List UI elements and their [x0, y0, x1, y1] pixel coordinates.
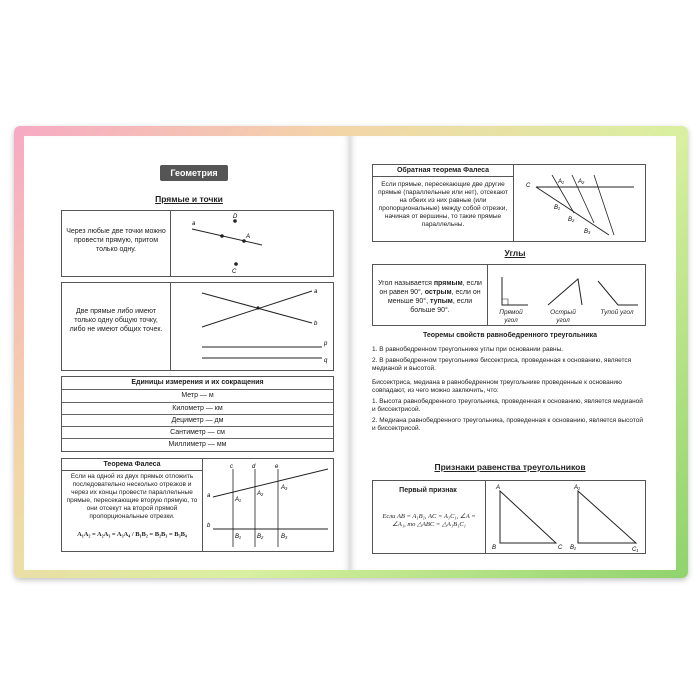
label-c: C: [232, 269, 237, 275]
label-a: a: [207, 493, 211, 499]
thales-formula: A₁A₂ = A₂A₃ = A₃A₄ / B₁B₂ = B₂B₃ = B₃B₄: [77, 531, 187, 538]
label-b1: B₁: [570, 545, 576, 551]
divider: [170, 283, 171, 370]
label-c: C: [558, 545, 563, 551]
label-a1: A₁: [235, 497, 241, 503]
label-a2: A₂: [578, 179, 585, 185]
label-a-point: A: [246, 234, 251, 240]
label-b2: B₂: [568, 217, 575, 223]
label-b: B: [492, 545, 497, 551]
two-lines-diagram: [172, 283, 332, 370]
label-d: d: [252, 464, 256, 470]
first-criterion-box: [372, 480, 646, 554]
label-a1: A₁: [574, 485, 580, 491]
iso-point: 2. Медиана равнобедренного треугольника, проведенная к основанию, является высотой и биссектрисой.: [372, 417, 644, 432]
label-b: b: [207, 523, 211, 529]
label-c: c: [230, 464, 233, 470]
iso-point: 1. В равнобедренном треугольнике углы при основании равны.: [372, 346, 564, 353]
angle-term-acute: острым: [424, 289, 452, 296]
right-page: [350, 136, 676, 570]
angles-text: [375, 279, 485, 315]
obtuse-angle-label: Тупой угол: [600, 309, 634, 316]
units-box: [61, 376, 334, 452]
label-a: a: [192, 221, 196, 227]
first-criterion-title: Первый признак: [399, 487, 457, 494]
units-title: Единицы измерения и их сокращения: [131, 379, 264, 386]
label-b1: B₁: [554, 205, 560, 211]
line-two-points-box: [61, 210, 334, 277]
first-criterion-formula: Если AB = A₁B₁, AC = A₁C₁, ∠A = ∠A₁, то △ABC = △A₁B₁C₁: [382, 513, 476, 528]
unit-row: Сантиметр — см: [62, 426, 333, 439]
angles-title: Углы: [504, 248, 526, 258]
divider: [170, 211, 171, 276]
two-lines-box: [61, 282, 334, 371]
thales-text: Если на одной из двух прямых отложить последовательно несколько отрезков и через их концы провести параллельные прямые, пересекающие вторую прямую, то они отсекут на второй прямой пропорциональные отрезки.: [66, 473, 198, 520]
line-two-points-text: Через любые две точки можно провести прямую, притом только одну.: [66, 228, 166, 253]
label-a1: A₁: [558, 179, 564, 185]
unit-row: Миллиметр — мм: [62, 438, 333, 451]
thales-box: [61, 458, 334, 552]
label-d: D: [233, 214, 238, 220]
converse-thales-diagram: [514, 165, 644, 241]
line-two-points-diagram: [172, 211, 332, 276]
iso-point: 1. Высота равнобедренного треугольника, проведенная к основанию, является медианой и биссектрисой.: [372, 398, 643, 413]
converse-thales-text: Если прямые, пересекающие две другие прямые (параллельные или нет), отсекают на обеих из них равные (или пропорциональные) между собой отрезки, начиная от вершины, то такие прямые параллельны.: [378, 181, 508, 228]
criteria-title: Признаки равенства треугольников: [434, 462, 586, 472]
angles-text-part: Угол называется: [378, 280, 434, 287]
acute-angle-label: Острый угол: [550, 309, 576, 324]
left-page: [24, 136, 350, 570]
converse-thales-box: [372, 164, 646, 242]
angles-text-part: , если больше 90°.: [410, 298, 473, 314]
label-c1: C₁: [632, 547, 639, 553]
unit-row: Километр — км: [62, 402, 333, 415]
label-a: a: [314, 289, 318, 295]
unit-row: Дециметр — дм: [62, 414, 333, 427]
label-b: b: [314, 321, 318, 327]
geometry-header: Геометрия: [160, 165, 228, 181]
angles-text-part: , если он равен 90°,: [379, 280, 482, 296]
converse-thales-title: Обратная теорема Фалеса: [373, 167, 513, 177]
thales-title: Теорема Фалеса: [62, 461, 202, 471]
isosceles-text: [372, 346, 644, 433]
angles-text-part: , если он меньше 90°,: [387, 289, 481, 305]
label-b1: B₁: [235, 534, 241, 540]
label-c: C: [526, 183, 531, 189]
label-b2: B₂: [257, 534, 264, 540]
label-a3: A₃: [281, 485, 288, 491]
angle-term-obtuse: тупым: [429, 298, 453, 305]
iso-point: 2. В равнобедренном треугольнике биссектриса, проведенная к основанию, является медианой и высотой.: [372, 357, 632, 372]
label-a2: A₂: [257, 491, 264, 497]
two-lines-text: Две прямые либо имеют только одну общую точку, либо не имеют общих точек.: [69, 308, 163, 333]
angles-box: [372, 264, 646, 326]
lines-points-title: Прямые и точки: [155, 194, 223, 204]
label-b3: B₃: [584, 229, 591, 235]
label-p: p: [324, 341, 328, 347]
angle-term-right: прямым: [433, 280, 463, 287]
isosceles-title: Теоремы свойств равнобедренного треугольника: [422, 332, 598, 339]
label-b3: B₃: [281, 534, 288, 540]
label-e: e: [275, 464, 279, 470]
iso-point: Биссектриса, медиана в равнобедренном треугольнике проведенные к основанию совпадают, из чего можно заключить, что:: [372, 379, 622, 394]
label-q: q: [324, 358, 328, 364]
thales-diagram: [203, 459, 333, 551]
triangles-diagram: [486, 481, 644, 553]
right-angle-label: Прямой угол: [499, 309, 523, 324]
label-a: A: [496, 485, 501, 491]
unit-row: Метр — м: [62, 389, 333, 402]
